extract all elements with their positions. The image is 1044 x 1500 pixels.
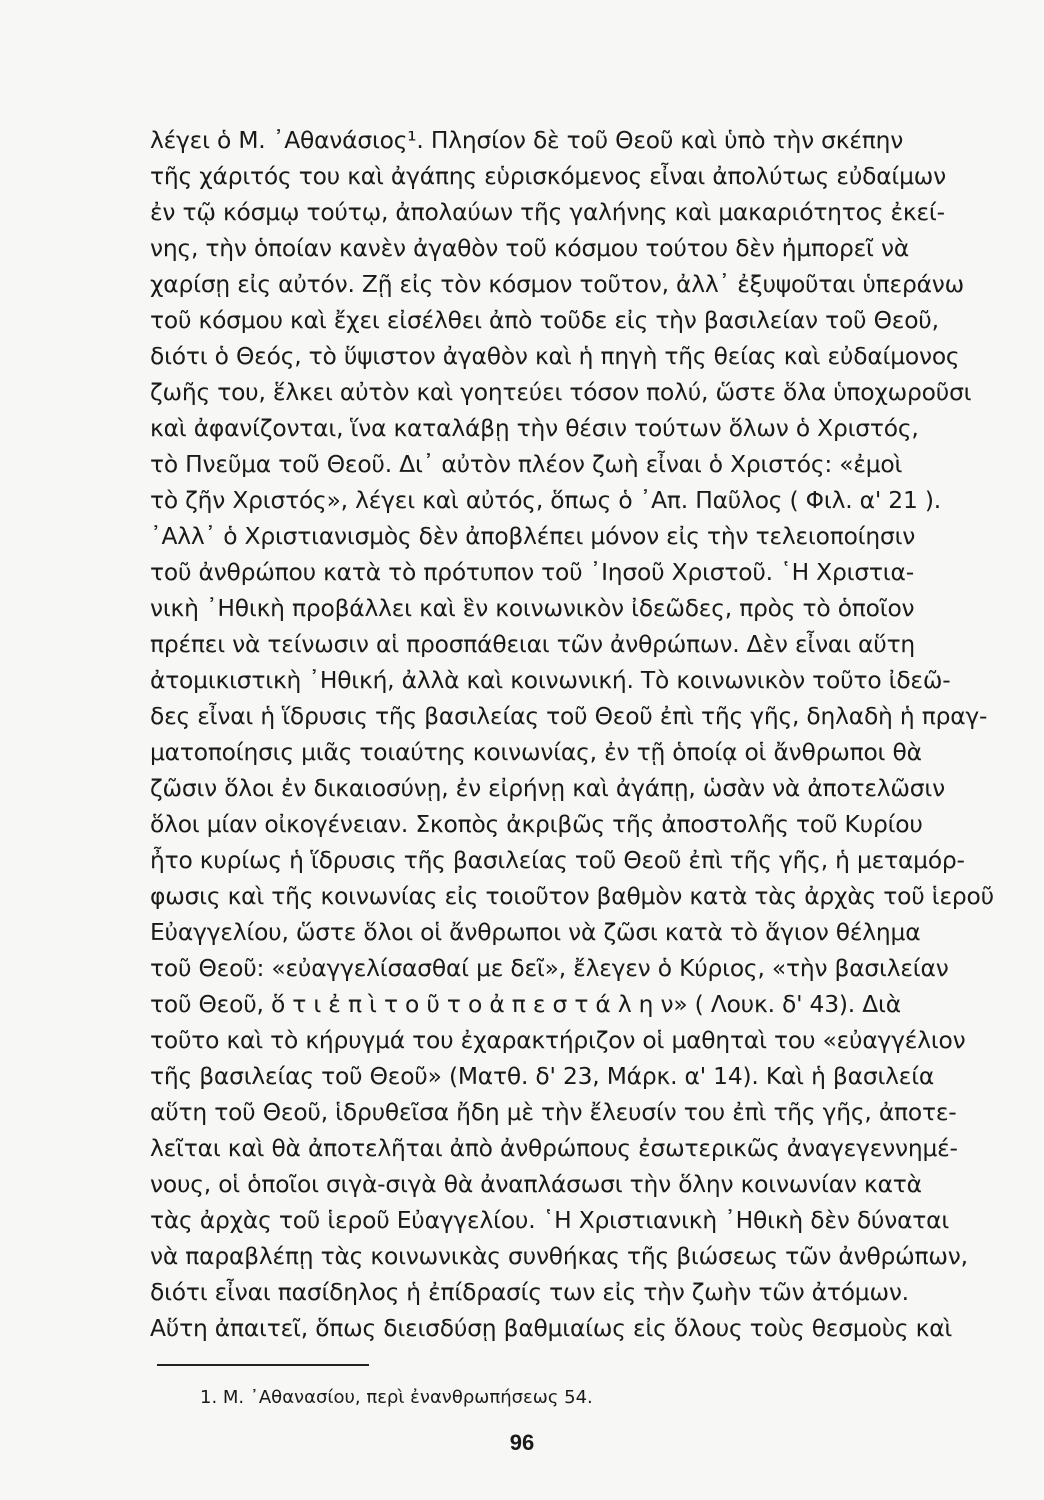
text-line: λέγει ὁ Μ. ᾿Αθανάσιος¹. Πλησίον δὲ τοῦ Θεοῦ καὶ ὑπὸ τὴν σκέπην <box>150 126 904 154</box>
text-line: διότι εἶναι πασίδηλος ἡ ἐπίδρασίς των εἰς τὴν ζωὴν τῶν ἀτόμων. <box>150 1278 909 1306</box>
text-line: ὅλοι μίαν οἰκογένειαν. Σκοπὸς ἀκριβῶς τῆς ἀποστολῆς τοῦ Κυρίου <box>150 810 923 838</box>
text-line: δες εἶναι ἡ ἵδρυσις τῆς βασιλείας τοῦ Θεοῦ ἐπὶ τῆς γῆς, δηλαδὴ ἡ πραγ- <box>150 702 988 730</box>
footnote-divider <box>157 1364 369 1366</box>
text-line: Αὕτη ἀπαιτεῖ, ὅπως διεισδύσῃ βαθμιαίως εἰς ὅλους τοὺς θεσμοὺς καὶ <box>150 1314 953 1342</box>
text-line: τὰς ἀρχὰς τοῦ ἱεροῦ Εὐαγγελίου. ῾Η Χριστιανικὴ ᾿Ηθικὴ δὲν δύναται <box>150 1206 950 1234</box>
text-line: πρέπει νὰ τείνωσιν αἱ προσπάθειαι τῶν ἀνθρώπων. Δὲν εἶναι αὕτη <box>150 630 916 658</box>
text-line: ζῶσιν ὅλοι ἐν δικαιοσύνῃ, ἐν εἰρήνῃ καὶ ἀγάπῃ, ὡσὰν νὰ ἀποτελῶσιν <box>150 774 945 802</box>
text-line: Εὐαγγελίου, ὥστε ὅλοι οἱ ἄνθρωποι νὰ ζῶσι κατὰ τὸ ἅγιον θέλημα <box>150 918 921 946</box>
text-line: χαρίσῃ εἰς αὐτόν. Ζῇ εἰς τὸν κόσμον τοῦτον, ἀλλ᾿ ἐξυψοῦται ὑπεράνω <box>150 270 965 298</box>
text-line: τὸ ζῆν Χριστός», λέγει καὶ αὐτός, ὅπως ὁ ᾿Απ. Παῦλος ( Φιλ. α' 21 ). <box>150 486 941 514</box>
footnote: 1. Μ. ᾿Αθανασίου, περὶ ἐνανθρωπήσεως 54. <box>200 1387 593 1408</box>
text-line: νὰ παραβλέπῃ τὰς κοινωνικὰς συνθήκας τῆς βιώσεως τῶν ἀνθρώπων, <box>150 1242 968 1270</box>
text-line: ἦτο κυρίως ἡ ἵδρυσις τῆς βασιλείας τοῦ Θεοῦ ἐπὶ τῆς γῆς, ἡ μεταμόρ- <box>150 846 965 874</box>
text-line: ἀτομικιστικὴ ᾿Ηθική, ἀλλὰ καὶ κοινωνική. Τὸ κοινωνικὸν τοῦτο ἰδεῶ- <box>150 666 951 694</box>
text-line: τοῦ Θεοῦ: «εὐαγγελίσασθαί με δεῖ», ἔλεγεν ὁ Κύριος, «τὴν βασιλείαν <box>150 954 949 982</box>
page-number: 96 <box>509 1430 535 1455</box>
text-line: ᾿Αλλ᾿ ὁ Χριστιανισμὸς δὲν ἀποβλέπει μόνον εἰς τὴν τελειοποίησιν <box>150 522 916 550</box>
text-line: τῆς βασιλείας τοῦ Θεοῦ» (Ματθ. δ' 23, Μάρκ. α' 14). Καὶ ἡ βασιλεία <box>150 1062 935 1090</box>
text-line: ἐν τῷ κόσμῳ τούτῳ, ἀπολαύων τῆς γαλήνης καὶ μακαριότητος ἐκεί- <box>150 198 945 226</box>
text-line: τὸ Πνεῦμα τοῦ Θεοῦ. Δι᾿ αὐτὸν πλέον ζωὴ εἶναι ὁ Χριστός: «ἐμοὶ <box>150 450 903 478</box>
text-line: ζωῆς του, ἕλκει αὐτὸν καὶ γοητεύει τόσον πολύ, ὥστε ὅλα ὑποχωροῦσι <box>150 378 972 406</box>
text-line: τοῦ ἀνθρώπου κατὰ τὸ πρότυπον τοῦ ᾿Ιησοῦ Χριστοῦ. ῾Η Χριστια- <box>150 558 914 586</box>
text-line: τῆς χάριτός του καὶ ἀγάπης εὑρισκόμενος εἶναι ἀπολύτως εὐδαίμων <box>150 162 947 190</box>
text-line: νικὴ ᾿Ηθικὴ προβάλλει καὶ ἓν κοινωνικὸν ἰδεῶδες, πρὸς τὸ ὁποῖον <box>150 594 915 622</box>
body-text <box>150 122 1025 1346</box>
text-line: νους, οἱ ὁποῖοι σιγὰ-σιγὰ θὰ ἀναπλάσωσι τὴν ὅλην κοινωνίαν κατὰ <box>150 1170 922 1198</box>
text-line: αὕτη τοῦ Θεοῦ, ἱδρυθεῖσα ἤδη μὲ τὴν ἔλευσίν του ἐπὶ τῆς γῆς, ἀποτε- <box>150 1098 957 1126</box>
text-line: διότι ὁ Θεός, τὸ ὕψιστον ἀγαθὸν καὶ ἡ πηγὴ τῆς θείας καὶ εὐδαίμονος <box>150 342 960 370</box>
text-line: νης, τὴν ὁποίαν κανὲν ἀγαθὸν τοῦ κόσμου τούτου δὲν ἠμπορεῖ νὰ <box>150 234 910 262</box>
text-line: ματοποίησις μιᾶς τοιαύτης κοινωνίας, ἐν τῇ ὁποίᾳ οἱ ἄνθρωποι θὰ <box>150 738 922 766</box>
text-line: καὶ ἀφανίζονται, ἵνα καταλάβῃ τὴν θέσιν τούτων ὅλων ὁ Χριστός, <box>150 414 919 442</box>
text-line: τοῦ Θεοῦ, ὅ τ ι ἐ π ὶ τ ο ῦ τ ο ἀ π ε σ τ ά λ η ν» ( Λουκ. δ' 43). Διὰ <box>150 990 901 1018</box>
text-line: τοῦτο καὶ τὸ κήρυγμά του ἐχαρακτήριζον οἱ μαθηταὶ του «εὐαγγέλιον <box>150 1026 966 1054</box>
text-line: τοῦ κόσμου καὶ ἔχει εἰσέλθει ἀπὸ τοῦδε εἰς τὴν βασιλείαν τοῦ Θεοῦ, <box>150 306 939 334</box>
text-line: λεῖται καὶ θὰ ἀποτελῆται ἀπὸ ἀνθρώπους ἐσωτερικῶς ἀναγεγεννημέ- <box>150 1134 958 1162</box>
text-line: φωσις καὶ τῆς κοινωνίας εἰς τοιοῦτον βαθμὸν κατὰ τὰς ἀρχὰς τοῦ ἱεροῦ <box>150 882 994 910</box>
